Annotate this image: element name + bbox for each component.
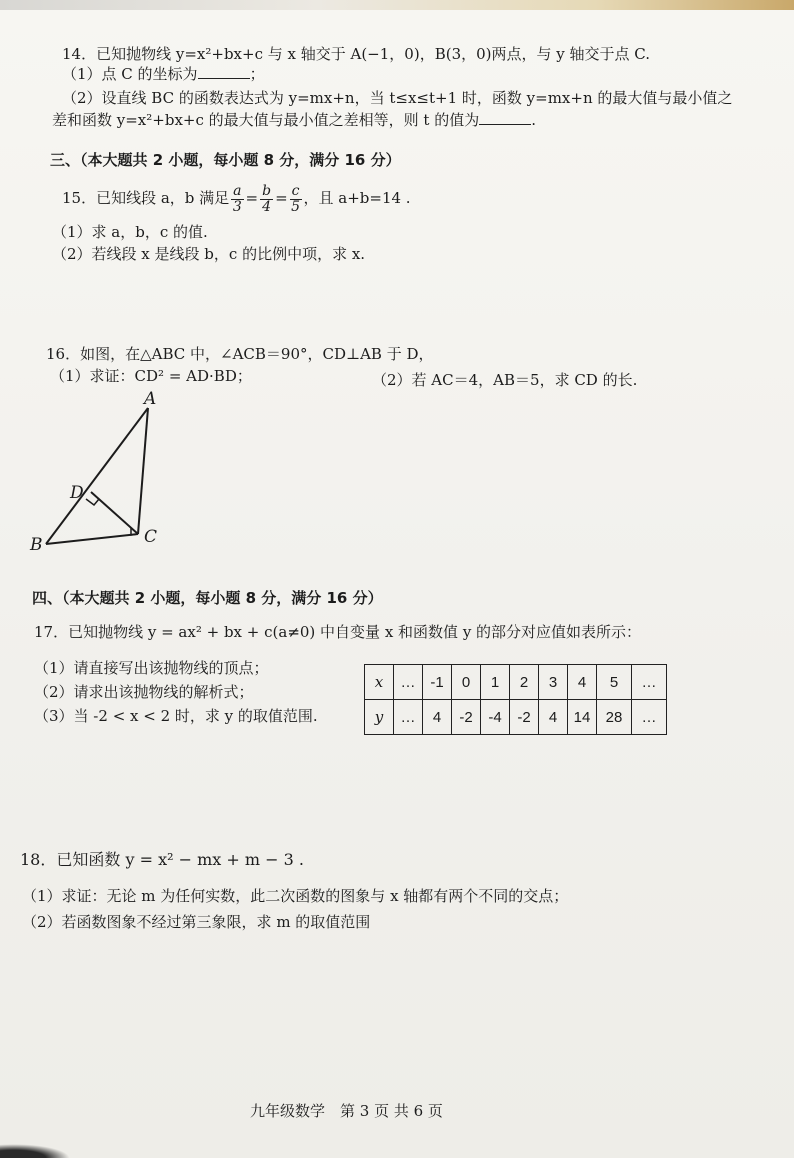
triangle-figure	[28, 386, 178, 556]
q18-part2: （2）若函数图象不经过第三象限，求 m 的取值范围	[22, 913, 371, 931]
cell-y-3: -2	[452, 700, 481, 735]
page-top-edge	[0, 0, 794, 10]
q17-part3: （3）当 -2 < x < 2 时，求 y 的取值范围.	[34, 707, 318, 725]
q14-part1-text: （1）点 C 的坐标为	[62, 65, 198, 83]
page-footer: 九年级数学 第 3 页 共 6 页	[250, 1102, 443, 1120]
cell-y-1: …	[394, 700, 423, 735]
cell-x-7: 4	[568, 665, 597, 700]
cell-y-6: 4	[539, 700, 568, 735]
cell-x-8: 5	[597, 665, 632, 700]
cell-x-0: x	[365, 665, 394, 700]
q18-part1: （1）求证：无论 m 为任何实数，此二次函数的图象与 x 轴都有两个不同的交点；	[22, 887, 569, 905]
side-ab	[46, 408, 148, 544]
fraction-c-5: $\frac{c}{5}$	[291, 182, 301, 215]
q14-part1	[62, 64, 265, 84]
corner-shadow	[0, 1144, 70, 1158]
altitude-cd	[91, 492, 138, 534]
section-3-heading: 三、（本大题共 2 小题，每小题 8 分，满分 16 分）	[50, 151, 401, 169]
q16-stem: 16．如图，在△ABC 中，∠ACB＝90°，CD⊥AB 于 D，	[46, 345, 434, 363]
cell-y-9: …	[632, 700, 667, 735]
q15-part1: （1）求 a，b，c 的值.	[52, 223, 208, 241]
cell-x-2: -1	[423, 665, 452, 700]
q17-stem: 17．已知抛物线 y = ax² + bx + c(a≠0) 中自变量 x 和函数值 y 的部分对应值如表所示：	[34, 623, 642, 641]
right-angle-d	[86, 499, 99, 505]
cell-y-5: -2	[510, 700, 539, 735]
label-b: B	[30, 535, 43, 555]
label-d: D	[70, 483, 84, 503]
q15-part2: （2）若线段 x 是线段 b，c 的比例中项，求 x.	[52, 245, 366, 263]
fraction-b-4: $\frac{b}{4}$	[262, 182, 272, 215]
table-row-y	[365, 700, 667, 735]
q14-blank-2[interactable]	[479, 110, 531, 125]
q14-part1-end: ；	[249, 65, 265, 83]
cell-y-2: 4	[423, 700, 452, 735]
cell-x-6: 3	[539, 665, 568, 700]
q15-stem-end: ，且 a+b=14 .	[303, 189, 411, 207]
cell-x-1: …	[394, 665, 423, 700]
side-ac	[138, 408, 148, 534]
cell-x-5: 2	[510, 665, 539, 700]
equals-1: =	[245, 189, 259, 207]
q16-part1: （1）求证：CD² = AD·BD；	[50, 367, 252, 385]
label-c: C	[144, 527, 158, 547]
xy-value-table	[364, 664, 667, 735]
cell-x-3: 0	[452, 665, 481, 700]
q14-part2-line1: （2）设直线 BC 的函数表达式为 y=mx+n，当 t≤x≤t+1 时，函数 y=mx+n 的最大值与最小值之	[62, 89, 733, 107]
q14-line1: 14．已知抛物线 y=x²+bx+c 与 x 轴交于 A(−1，0)，B(3，0)两点，与 y 轴交于点 C.	[62, 45, 650, 63]
q14-part2-end: .	[531, 111, 536, 129]
label-a: A	[144, 389, 157, 409]
cell-x-9: …	[632, 665, 667, 700]
q16-part2: （2）若 AC＝4，AB＝5，求 CD 的长.	[372, 371, 638, 389]
cell-y-4: -4	[481, 700, 510, 735]
q18-stem: 18．已知函数 y = x² − mx + m − 3 .	[20, 850, 304, 869]
equals-2: =	[275, 189, 288, 207]
fraction-a-3: $\frac{a}{3}$	[232, 182, 242, 215]
q14-blank-1[interactable]	[198, 64, 250, 79]
cell-y-0: y	[365, 700, 394, 735]
cell-y-8: 28	[597, 700, 632, 735]
table-row-x	[365, 665, 667, 700]
side-bc	[46, 534, 138, 544]
q17-part1: （1）请直接写出该抛物线的顶点；	[34, 659, 269, 677]
q17-part2: （2）请求出该抛物线的解析式；	[34, 683, 254, 701]
section-4-heading: 四、（本大题共 2 小题，每小题 8 分，满分 16 分）	[32, 589, 383, 607]
cell-y-7: 14	[568, 700, 597, 735]
q15-stem-text: 15．已知线段 a，b 满足	[62, 189, 230, 207]
q14-part2-line2	[52, 110, 536, 130]
cell-x-4: 1	[481, 665, 510, 700]
q14-part2-text: 差和函数 y=x²+bx+c 的最大值与最小值之差相等，则 t 的值为	[52, 111, 480, 129]
q15-stem	[62, 180, 411, 216]
